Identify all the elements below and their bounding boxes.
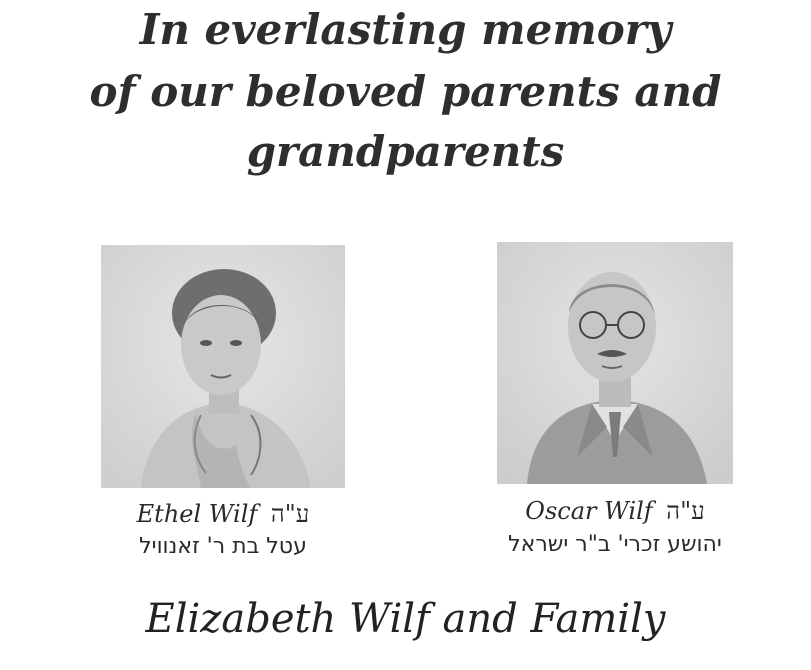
caption-ethel-wilf [101, 500, 345, 529]
name-oscar-wilf: Oscar Wilf [525, 497, 653, 525]
footer-signature: Elizabeth Wilf and Family [145, 596, 666, 642]
name-ethel-wilf: Ethel Wilf [136, 500, 258, 528]
heading-line-2: of our beloved parents and grandparents [89, 67, 722, 176]
honorific-ethel: ע"ה [270, 500, 310, 528]
caption-oscar-wilf [470, 497, 760, 526]
honorific-oscar: ע"ה [666, 497, 705, 525]
heading-line-1: In everlasting memory [139, 5, 672, 54]
portrait-oscar-wilf [497, 242, 733, 484]
hebrew-name-ethel: עטל בת ר' זאנוויל [139, 534, 307, 559]
portrait-ethel-wilf [101, 245, 345, 488]
hebrew-name-oscar: יהושע זכרי' ב"ר ישראל [508, 532, 722, 557]
